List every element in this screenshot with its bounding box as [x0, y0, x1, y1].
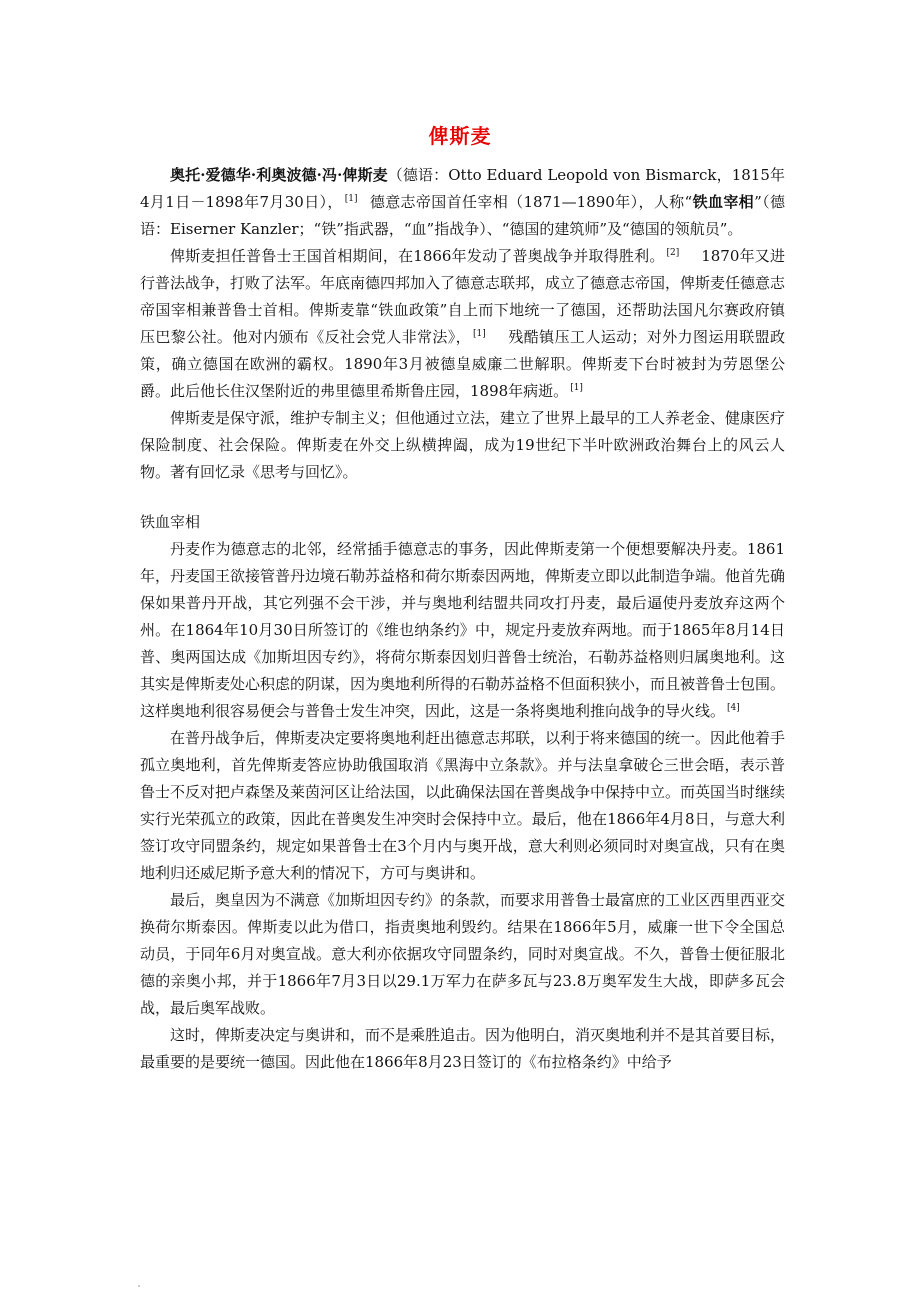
nickname: 铁血宰相 — [692, 193, 755, 211]
intro-text-a: （德语：Otto Eduard Leopold von Bismarck，1815年4月1日－1898年7月30日）， — [140, 166, 785, 211]
page-mark — [138, 1285, 140, 1287]
denmark-text: 丹麦作为德意志的北邻，经常插手德意志的事务，因此俾斯麦第一个便想要解决丹麦。1861年，丹麦国王欲接管普丹边境石勒苏益格和荷尔斯泰因两地，俾斯麦立即以此制造争端。他首先确保如果普丹开战，其它列强不会干涉，并与奥地利结盟共同攻打丹麦，最后逼使丹麦放弃这两个州。在1864年10月30日所签订的《维也纳条约》中，规定丹麦放弃两地。而于1865年8月14日普、奥两国达成《加斯坦因专约》，将荷尔斯泰因划归普鲁士统治，石勒苏益格则归属奥地利。这其实是俾斯麦处心积虑的阴谋，因为奥地利所得的石勒苏益格不但面积狭小，而且被普鲁士包围。这样奥地利很容易便会与普鲁士发生冲突，因此，这是一条将奥地利推向战争的导火线。 — [140, 540, 786, 720]
war-paragraph: 最后，奥皇因为不满意《加斯坦因专约》的条款，而要求用普鲁士最富庶的工业区西里西亚交换荷尔斯泰因。俾斯麦以此为借口，指责奥地利毁约。结果在1866年5月，威廉一世下令全国总动员，于同年6月对奥宣战。意大利亦依据攻守同盟条约，同时对奥宣战。不久，普鲁士便征服北德的亲奥小邦，并于1866年7月3日以29.1万军力在萨多瓦与23.8万奥军发生大战，即萨多瓦会战，最后奥军战败。 — [140, 891, 786, 1017]
citation-ref[interactable]: [1] — [473, 329, 486, 339]
peace-paragraph: 这时，俾斯麦决定与奥讲和，而不是乘胜追击。因为他明白，消灭奥地利并不是其首要目标，最重要的是要统一德国。因此他在1866年8月23日签订的《布拉格条约》中给予 — [140, 1026, 786, 1071]
legacy-paragraph: 俾斯麦是保守派，维护专制主义；但他通过立法，建立了世界上最早的工人养老金、健康医疗保险制度、社会保险。俾斯麦在外交上纵横捭阖，成为19世纪下半叶欧洲政治舞台上的风云人物。著有回忆录《思考与回忆》。 — [140, 409, 786, 481]
citation-ref[interactable]: [1] — [570, 383, 583, 393]
intro-paragraph — [140, 162, 785, 243]
citation-ref[interactable]: [1] — [344, 194, 358, 204]
career-text-a: 俾斯麦担任普鲁士王国首相期间，在1866年发动了普奥战争并取得胜利。 — [170, 247, 665, 265]
intro-text-b: 德意志帝国首任宰相（1871—1890年），人称“ — [369, 193, 693, 211]
citation-ref[interactable]: [4] — [727, 703, 740, 713]
section-heading: 铁血宰相 — [140, 513, 201, 531]
page-title: 俾斯麦 — [428, 124, 492, 148]
intro-text-c: ”（德语：Eiserner Kanzler；“铁”指武器，“血”指战争）、“德国的建筑师”及“德国的领航员”。 — [140, 193, 785, 238]
citation-ref[interactable]: [2] — [666, 248, 680, 258]
career-paragraph — [140, 243, 785, 405]
full-name: 奥托·爱德华·利奥波德·冯·俾斯麦 — [170, 166, 388, 184]
article-body — [140, 162, 785, 1076]
denmark-paragraph — [140, 536, 785, 725]
career-text-c: 残酷镇压工人运动；对外力图运用联盟政策，确立德国在欧洲的霸权。1890年3月被德皇威廉二世解职。俾斯麦下台时被封为劳恩堡公爵。此后他长住汉堡附近的弗里德里希斯鲁庄园，1898年病逝。 — [140, 328, 785, 400]
career-text-b: 1870年又进行普法战争，打败了法军。年底南德四邦加入了德意志联邦，成立了德意志帝国，俾斯麦任德意志帝国宰相兼普鲁士首相。俾斯麦靠“铁血政策”自上而下地统一了德国，还帮助法国凡尔赛政府镇压巴黎公社。他对内颁布《反社会党人非常法》， — [140, 247, 786, 346]
isolation-paragraph: 在普丹战争后，俾斯麦决定要将奥地利赶出德意志邦联，以利于将来德国的统一。因此他着手孤立奥地利，首先俾斯麦答应协助俄国取消《黑海中立条款》。并与法皇拿破仑三世会晤，表示普鲁士不反对把卢森堡及莱茵河区让给法国，以此确保法国在普奥战争中保持中立。而英国当时继续实行光荣孤立的政策，因此在普奥发生冲突时会保持中立。最后，他在1866年4月8日，与意大利签订攻守同盟条约，规定如果普鲁士在3个月内与奥开战，意大利则必须同时对奥宣战，只有在奥地利归还威尼斯予意大利的情况下，方可与奥讲和。 — [140, 729, 786, 882]
